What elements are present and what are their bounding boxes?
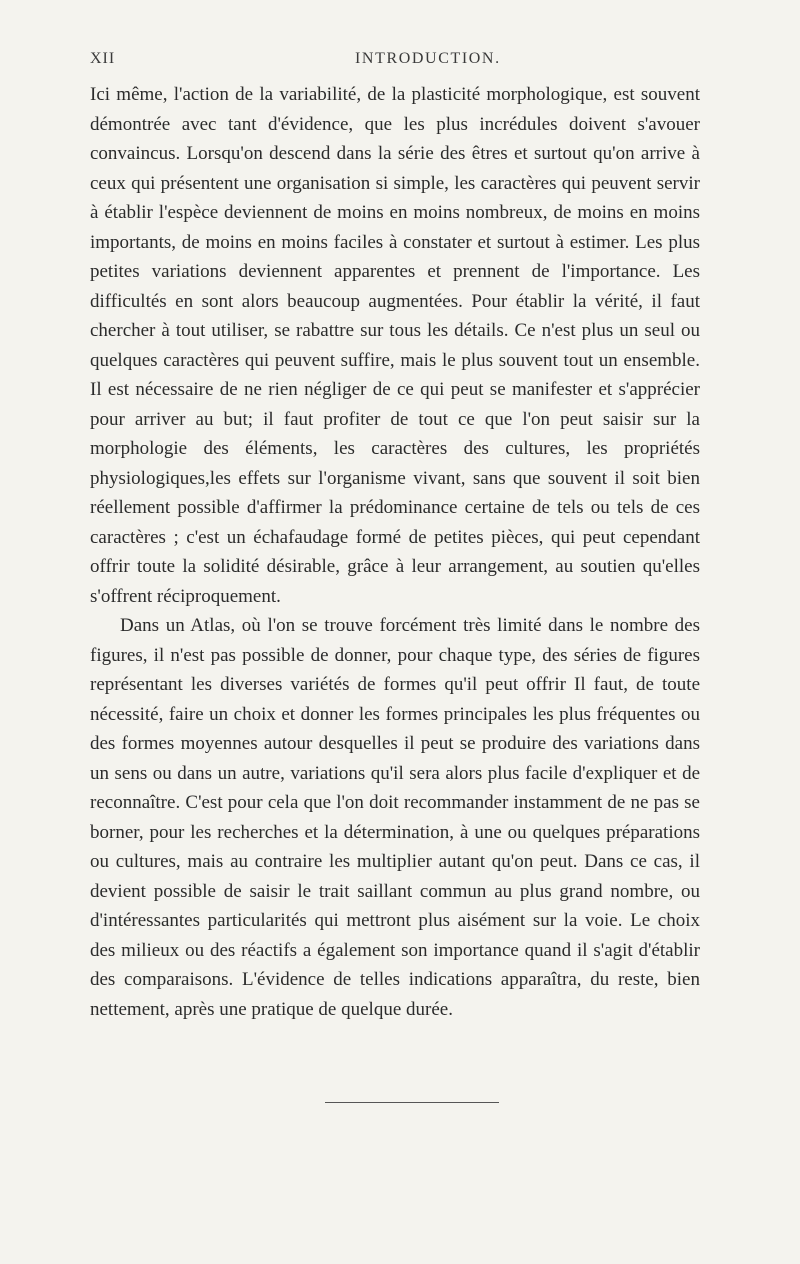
running-head [90, 50, 700, 70]
page-number: XII [90, 50, 116, 67]
paragraph: Ici même, l'action de la variabilité, de la plasticité morphologique, est souvent démontrée avec tant d'évidence, que les plus incrédules doivent s'avouer convaincus. Lorsqu'on descend dans la série des êtres et surtout qu'on arrive à ceux qui présentent une organisation si simple, les caractères qui peuvent servir à établir l'espèce deviennent de moins en moins nombreux, de moins en moins importants, de moins en moins faciles à constater et surtout à estimer. Les plus petites variations deviennent apparentes et prennent de l'importance. Les difficultés en sont alors beaucoup augmentées. Pour établir la vérité, il faut chercher à tout utiliser, se rabattre sur tous les détails. Ce n'est plus un seul ou quelques caractères qui peuvent suffire, mais le plus souvent tout un ensemble. Il est nécessaire de ne rien négliger de ce qui peut se manifester et s'apprécier pour arriver au but; il faut profiter de tout ce que l'on peut saisir sur la morphologie des éléments, les caractères des cultures, les propriétés physiologiques,les effets sur l'organisme vivant, sans que souvent il soit bien réellement possible d'affirmer la prédominance certaine de tels ou tels de ces caractères ; c'est un échafaudage formé de petites pièces, qui peut cependant offrir toute la solidité désirable, grâce à leur arrangement, au soutien qu'elles s'offrent réciproquement. [90, 84, 700, 607]
closing-rule [325, 1102, 499, 1103]
body-text [90, 80, 700, 1024]
section-title: INTRODUCTION. [355, 50, 501, 67]
paragraph: Dans un Atlas, où l'on se trouve forcément très limité dans le nombre des figures, il n'est pas possible de donner, pour chaque type, des séries de figures représentant les diverses variétés de formes qu'il peut offrir Il faut, de toute nécessité, faire un choix et donner les formes principales les plus fréquentes ou des formes moyennes autour desquelles il peut se produire des variations dans un sens ou dans un autre, variations qu'il sera alors plus facile d'expliquer et de reconnaître. C'est pour cela que l'on doit recommander instamment de ne pas se borner, pour les recherches et la détermination, à une ou quelques préparations ou cultures, mais au contraire les multiplier autant qu'on peut. Dans ce cas, il devient possible de saisir le trait saillant commun au plus grand nombre, ou d'intéressantes particularités qui mettront plus aisément sur la voie. Le choix des milieux ou des réactifs a également son importance quand il s'agit d'établir des comparaisons. L'évidence de telles indications apparaîtra, du reste, bien nettement, après une pratique de quelque durée. [90, 615, 700, 1020]
